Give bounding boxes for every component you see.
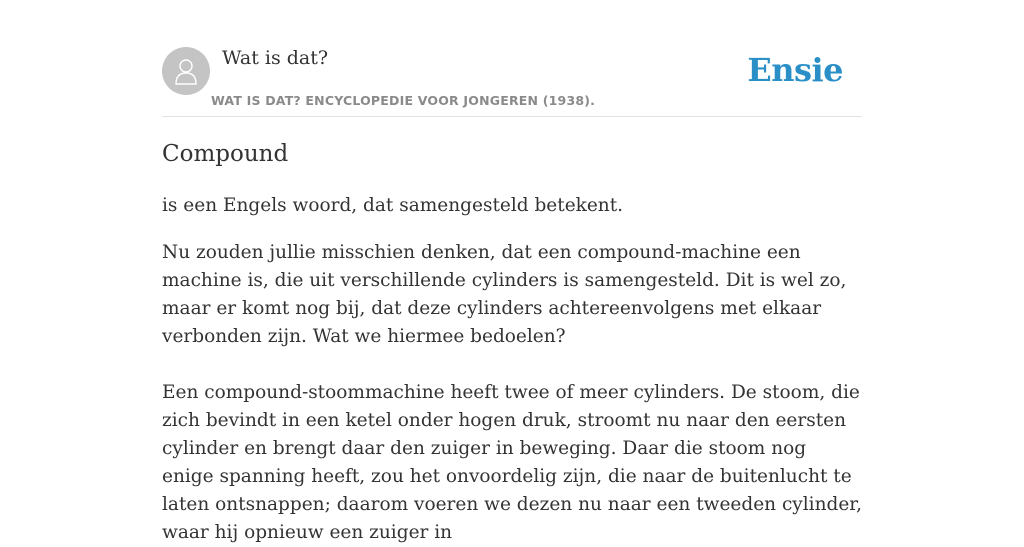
brand-logo[interactable]: Ensie	[747, 51, 843, 89]
user-icon	[171, 56, 201, 86]
article-paragraph: Een compound-stoommachine heeft twee of meer cylinders. De stoom, die zich bevindt in een ketel onder hogen druk, stroomt nu naar den eersten cylinder en brengt daar den zuiger in beweging. Daar die stoom nog enige spanning heeft, zou het onvoordelig zijn, die naar de buitenlucht te laten ontsnappen; daarom voeren we dezen nu naar een tweeden cylinder, waar hij opnieuw een zuiger in	[162, 382, 862, 543]
article-container	[162, 0, 862, 543]
article-paragraph: Nu zouden jullie misschien denken, dat een compound-machine een machine is, die uit verschillende cylinders is samengesteld. Dit is wel zo, maar er komt nog bij, dat deze cylinders achtereenvolgens met elkaar verbonden zijn. Wat we hiermee bedoelen?	[162, 242, 847, 347]
source-citation[interactable]: WAT IS DAT? ENCYCLOPEDIE VOOR JONGEREN (1938).	[211, 93, 596, 108]
article-paragraph: is een Engels woord, dat samengesteld betekent.	[162, 195, 624, 216]
avatar[interactable]	[162, 47, 210, 95]
page-title: Compound	[162, 141, 289, 167]
article-header	[162, 0, 862, 117]
author-name[interactable]: Wat is dat?	[222, 47, 329, 69]
